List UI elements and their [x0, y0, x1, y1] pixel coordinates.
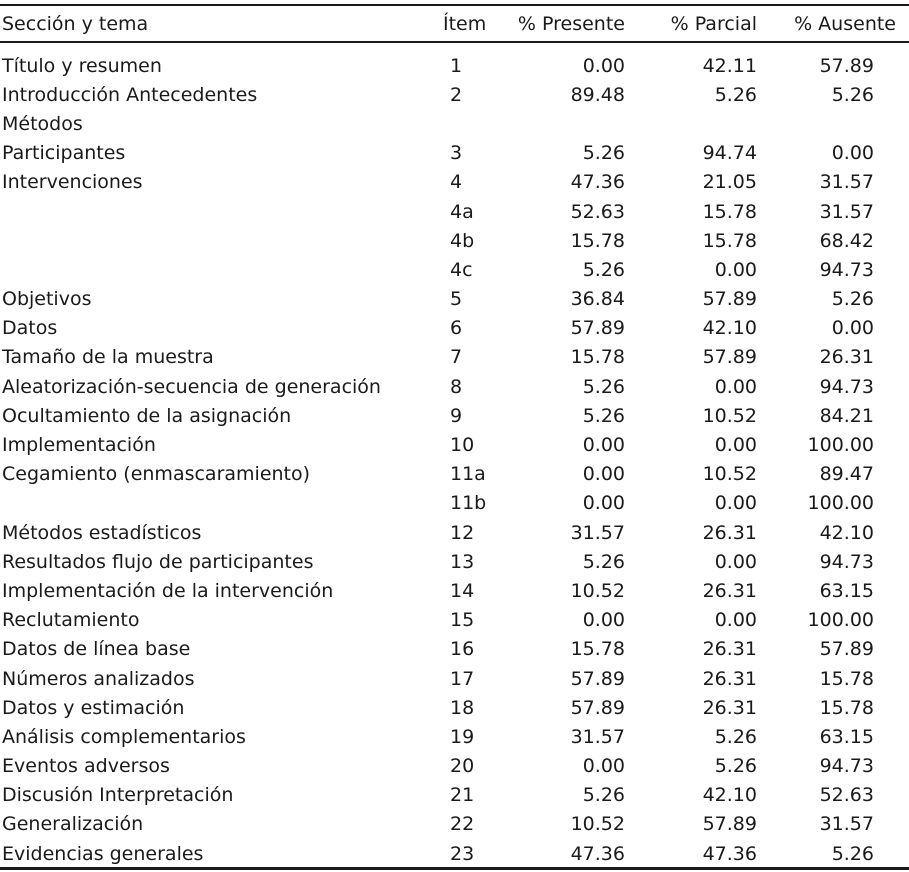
cell-item: 4b	[450, 229, 475, 252]
cell-item: 19	[450, 725, 475, 748]
cell-section: Datos	[2, 317, 58, 340]
cell-section: Evidencias generales	[2, 842, 204, 865]
cell-item: 11b	[450, 492, 487, 515]
cell-section: Resultados flujo de participantes	[2, 550, 314, 573]
table-row	[0, 285, 909, 314]
table-row	[0, 255, 909, 284]
cell-item: 18	[450, 696, 475, 719]
cell-item: 6	[450, 317, 463, 340]
cell-partial: 5.26	[714, 725, 757, 748]
cell-section: Tamaño de la muestra	[2, 346, 214, 369]
header-row	[0, 6, 909, 41]
cell-absent	[767, 109, 909, 138]
cell-present: 15.78	[570, 229, 625, 252]
cell-absent: 100.00	[807, 434, 874, 457]
cell-present: 15.78	[570, 638, 625, 661]
table-row	[0, 41, 909, 80]
cell-partial: 10.52	[702, 404, 757, 427]
cell-section: Aleatorización-secuencia de generación	[2, 375, 381, 398]
cell-absent: 5.26	[831, 83, 874, 106]
table-row	[0, 635, 909, 664]
cell-item: 12	[450, 521, 475, 544]
cell-item: 11a	[450, 463, 486, 486]
cell-present: 57.89	[570, 317, 625, 340]
table-row	[0, 547, 909, 576]
cell-partial: 26.31	[702, 667, 757, 690]
cell-partial: 5.26	[714, 755, 757, 778]
table-row	[0, 722, 909, 751]
cell-section: Objetivos	[2, 288, 92, 311]
cell-partial: 42.10	[702, 784, 757, 807]
cell-absent: 100.00	[807, 609, 874, 632]
cell-section: Datos y estimación	[2, 696, 185, 719]
cell-present: 5.26	[582, 258, 625, 281]
cell-section: Participantes	[2, 142, 126, 165]
cell-section: Introducción Antecedentes	[2, 83, 258, 106]
cell-partial: 0.00	[714, 550, 757, 573]
cell-partial: 0.00	[714, 492, 757, 515]
table-row	[0, 109, 909, 138]
cell-present: 10.52	[570, 813, 625, 836]
cell-present: 0.00	[582, 609, 625, 632]
cell-item: 3	[450, 142, 463, 165]
header-absent: % Ausente	[794, 12, 896, 35]
cell-section: Reclutamiento	[2, 609, 140, 632]
cell-section	[0, 255, 438, 284]
table-row	[0, 664, 909, 693]
cell-item: 7	[450, 346, 463, 369]
cell-section: Implementación	[2, 434, 156, 457]
cell-present: 5.26	[582, 142, 625, 165]
cell-section: Cegamiento (enmascaramiento)	[2, 463, 311, 486]
cell-section: Números analizados	[2, 667, 195, 690]
cell-present: 31.57	[570, 521, 625, 544]
table-row	[0, 168, 909, 197]
cell-item: 4a	[450, 200, 474, 223]
cell-present: 10.52	[570, 579, 625, 602]
table-row	[0, 693, 909, 722]
cell-partial: 94.74	[702, 142, 757, 165]
cell-present: 47.36	[570, 171, 625, 194]
cell-present: 52.63	[570, 200, 625, 223]
cell-partial: 0.00	[714, 258, 757, 281]
header-present: % Presente	[517, 12, 625, 35]
cell-partial: 26.31	[702, 521, 757, 544]
cell-section: Métodos estadísticos	[2, 521, 202, 544]
cell-partial: 57.89	[702, 346, 757, 369]
cell-absent: 15.78	[819, 696, 874, 719]
cell-partial: 42.10	[702, 317, 757, 340]
cell-section: Eventos adversos	[2, 755, 170, 778]
results-table	[0, 6, 909, 868]
cell-item: 9	[450, 404, 463, 427]
cell-present: 57.89	[570, 696, 625, 719]
table-row	[0, 372, 909, 401]
cell-present: 5.26	[582, 784, 625, 807]
cell-absent: 0.00	[831, 317, 874, 340]
cell-item: 21	[450, 784, 475, 807]
cell-partial: 0.00	[714, 434, 757, 457]
header-item: Ítem	[443, 12, 487, 35]
header-partial: % Parcial	[670, 12, 757, 35]
cell-item: 14	[450, 579, 475, 602]
cell-item: 15	[450, 609, 475, 632]
cell-item: 13	[450, 550, 475, 573]
cell-absent: 31.57	[819, 813, 874, 836]
cell-partial: 57.89	[702, 813, 757, 836]
table-row	[0, 489, 909, 518]
header-section: Sección y tema	[2, 12, 149, 35]
cell-section: Análisis complementarios	[2, 725, 246, 748]
cell-section	[0, 197, 438, 226]
cell-present: 0.00	[582, 54, 625, 77]
table-row	[0, 80, 909, 109]
cell-section: Métodos	[2, 112, 83, 135]
cell-partial: 47.36	[702, 842, 757, 865]
cell-item: 4c	[450, 258, 473, 281]
cell-absent: 63.15	[819, 579, 874, 602]
cell-present: 57.89	[570, 667, 625, 690]
cell-item: 1	[450, 54, 463, 77]
cell-partial: 21.05	[702, 171, 757, 194]
cell-present: 0.00	[582, 755, 625, 778]
cell-item	[438, 109, 511, 138]
cell-partial: 26.31	[702, 579, 757, 602]
cell-absent: 68.42	[819, 229, 874, 252]
table-row	[0, 576, 909, 605]
cell-item: 5	[450, 288, 463, 311]
table-row	[0, 810, 909, 839]
cell-present: 5.26	[582, 404, 625, 427]
cell-partial: 5.26	[714, 83, 757, 106]
cell-section	[0, 226, 438, 255]
cell-present: 0.00	[582, 463, 625, 486]
cell-item: 17	[450, 667, 475, 690]
cell-absent: 5.26	[831, 288, 874, 311]
cell-absent: 26.31	[819, 346, 874, 369]
cell-item: 16	[450, 638, 475, 661]
cell-present: 5.26	[582, 550, 625, 573]
table-row	[0, 343, 909, 372]
cell-present: 89.48	[570, 83, 625, 106]
cell-absent: 42.10	[819, 521, 874, 544]
table-row	[0, 139, 909, 168]
cell-absent: 31.57	[819, 200, 874, 223]
cell-absent: 94.73	[819, 258, 874, 281]
cell-partial: 57.89	[702, 288, 757, 311]
cell-item: 20	[450, 755, 475, 778]
table-row	[0, 460, 909, 489]
cell-item: 10	[450, 434, 475, 457]
table-row	[0, 226, 909, 255]
cell-partial: 26.31	[702, 696, 757, 719]
cell-absent: 63.15	[819, 725, 874, 748]
table-body	[0, 41, 909, 868]
cell-section: Título y resumen	[2, 54, 162, 77]
cell-partial: 15.78	[702, 200, 757, 223]
table-row	[0, 197, 909, 226]
cell-absent: 52.63	[819, 784, 874, 807]
table-row	[0, 781, 909, 810]
cell-absent: 100.00	[807, 492, 874, 515]
table-header	[0, 6, 909, 41]
cell-present: 31.57	[570, 725, 625, 748]
cell-present: 36.84	[570, 288, 625, 311]
cell-section: Ocultamiento de la asignación	[2, 404, 292, 427]
cell-item: 23	[450, 842, 475, 865]
cell-present: 0.00	[582, 492, 625, 515]
cell-absent: 0.00	[831, 142, 874, 165]
cell-present: 15.78	[570, 346, 625, 369]
cell-partial: 10.52	[702, 463, 757, 486]
cell-absent: 84.21	[819, 404, 874, 427]
cell-absent: 15.78	[819, 667, 874, 690]
cell-absent: 94.73	[819, 755, 874, 778]
cell-present: 0.00	[582, 434, 625, 457]
cell-item: 4	[450, 171, 463, 194]
table-row	[0, 314, 909, 343]
cell-partial: 42.11	[702, 54, 757, 77]
cell-present: 5.26	[582, 375, 625, 398]
table-row	[0, 752, 909, 781]
cell-partial: 26.31	[702, 638, 757, 661]
cell-partial: 15.78	[702, 229, 757, 252]
cell-present: 47.36	[570, 842, 625, 865]
cell-section: Intervenciones	[2, 171, 143, 194]
cell-partial: 0.00	[714, 375, 757, 398]
cell-absent: 31.57	[819, 171, 874, 194]
cell-absent: 5.26	[831, 842, 874, 865]
cell-section: Discusión Interpretación	[2, 784, 234, 807]
table-row	[0, 839, 909, 868]
cell-absent: 94.73	[819, 550, 874, 573]
cell-absent: 57.89	[819, 638, 874, 661]
cell-absent: 89.47	[819, 463, 874, 486]
cell-section: Implementación de la intervención	[2, 579, 334, 602]
table-row	[0, 401, 909, 430]
cell-partial: 0.00	[714, 609, 757, 632]
cell-section: Generalización	[2, 813, 144, 836]
table-row	[0, 518, 909, 547]
cell-section	[0, 489, 438, 518]
cell-partial	[635, 109, 767, 138]
cell-item: 22	[450, 813, 475, 836]
table-row	[0, 606, 909, 635]
cell-item: 8	[450, 375, 463, 398]
cell-absent: 94.73	[819, 375, 874, 398]
table-row	[0, 430, 909, 459]
cell-section: Datos de línea base	[2, 638, 191, 661]
cell-present	[511, 109, 635, 138]
cell-item: 2	[450, 83, 463, 106]
cell-absent: 57.89	[819, 54, 874, 77]
